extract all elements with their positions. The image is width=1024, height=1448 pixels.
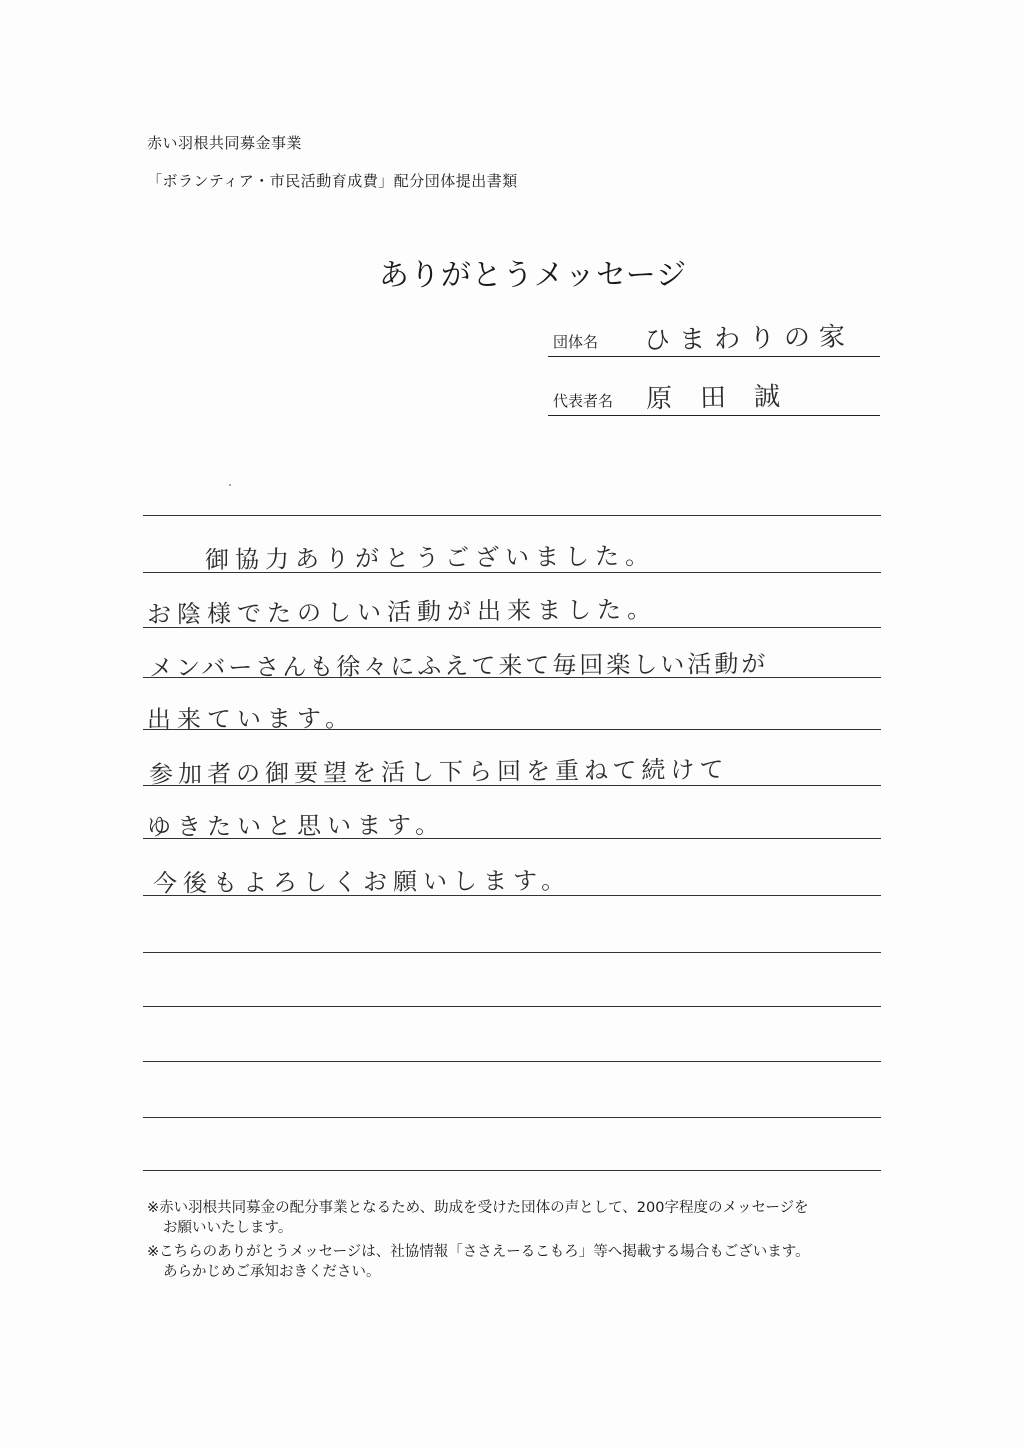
ruled-line bbox=[143, 952, 881, 953]
document-type: 「ボランティア・市民活動育成費」配分団体提出書類 bbox=[147, 172, 518, 190]
message-line: 参加者の御要望を活し下ら回を重ねて続けて bbox=[148, 755, 729, 789]
message-line: お陰様でたのしい活動が出来ました。 bbox=[146, 595, 658, 629]
note-text: ※こちらのありがとうメッセージは、社協情報「ささえーるこもろ」等へ掲載する場合もございます。 bbox=[147, 1244, 810, 1260]
note-publication bbox=[147, 1242, 810, 1282]
message-line: 御協力ありがとうございました。 bbox=[204, 542, 656, 574]
page-title: ありがとうメッセージ bbox=[378, 258, 688, 293]
representative-label: 代表者名 bbox=[553, 392, 614, 410]
program-name: 赤い羽根共同募金事業 bbox=[147, 134, 303, 152]
note-text: あらかじめご承知おきください。 bbox=[163, 1264, 381, 1280]
organization-label: 団体名 bbox=[553, 333, 599, 351]
message-line: ゆきたいと思います。 bbox=[146, 810, 446, 842]
ruled-line bbox=[143, 1117, 881, 1118]
ruled-line bbox=[143, 515, 881, 516]
note-text: ※赤い羽根共同募金の配分事業となるため、助成を受けた団体の声として、200字程度のメッセージを bbox=[147, 1200, 809, 1216]
ruled-line bbox=[143, 1061, 881, 1062]
organization-value: ひまわりの家 bbox=[643, 322, 855, 356]
ruled-line bbox=[143, 1006, 881, 1007]
note-text: お願いいたします。 bbox=[163, 1220, 293, 1236]
message-line: 出来ています。 bbox=[146, 704, 356, 734]
note-word-count bbox=[147, 1198, 809, 1238]
representative-value: 原田誠 bbox=[645, 381, 809, 415]
ruled-line bbox=[143, 1170, 881, 1171]
message-line: 今後もよろしくお願いします。 bbox=[152, 866, 572, 898]
message-line: メンバーさんも徐々にふえて来て毎回楽しい活動が bbox=[148, 649, 769, 683]
